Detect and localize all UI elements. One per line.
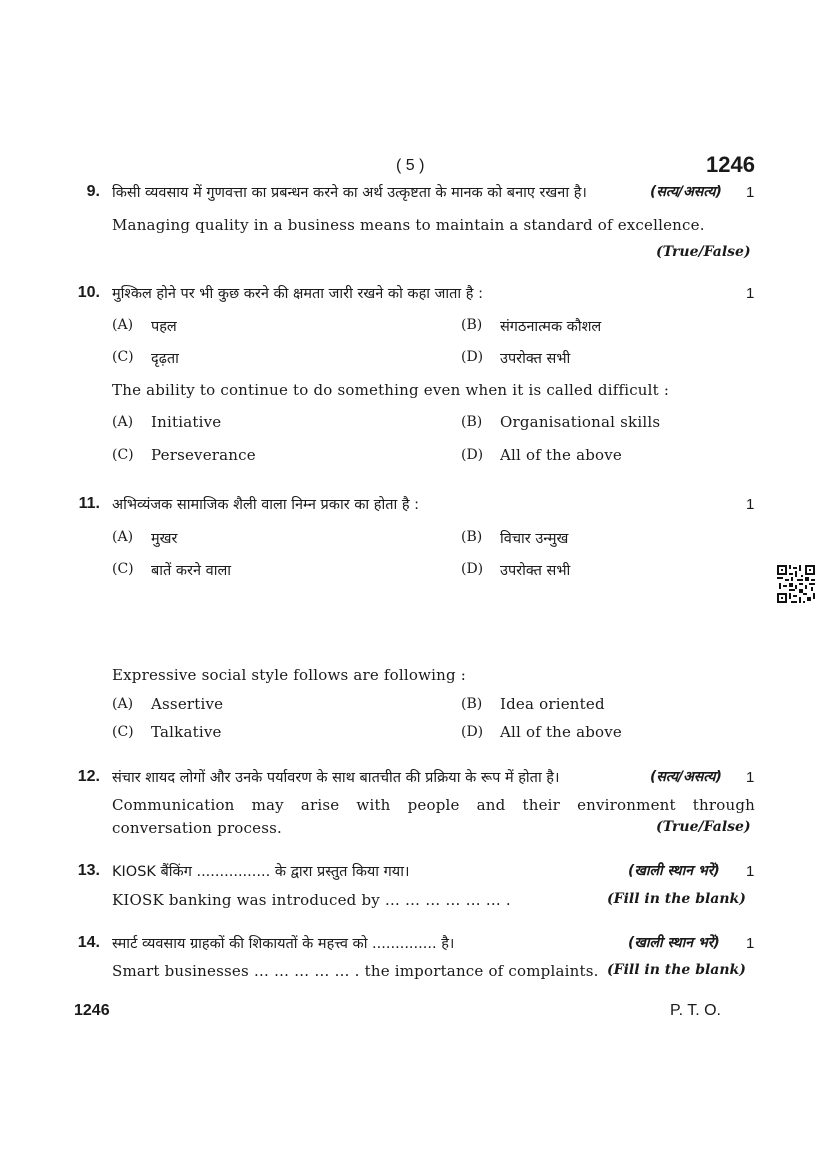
question-text-hindi: मुश्किल होने पर भी कुछ करने की क्षमता जारी रखने को कहा जाता है : [112,286,483,302]
answer-type-english: (Fill in the blank) [607,891,746,907]
marks: 1 [746,863,755,880]
question-text-english: The ability to continue to do something even when it is called difficult : [112,381,670,399]
option-text: Initiative [151,413,222,431]
option-text: Idea oriented [500,695,605,713]
question-number: 9. [86,183,100,200]
option-text: संगठनात्मक कौशल [500,319,602,335]
footer-code: 1246 [74,1002,110,1019]
answer-type-english: (True/False) [656,244,751,260]
page-number: ( 5 ) [396,157,425,174]
option-label: (A) [112,696,134,712]
option-text: उपरोक्त सभी [500,351,571,367]
option-text: Perseverance [151,446,256,464]
marks: 1 [746,769,755,786]
option-text: विचार उन्मुख [500,531,569,547]
question-text-english-cont: conversation process. [112,819,282,837]
option-label: (B) [461,696,483,712]
option-text: बातें करने वाला [151,563,232,579]
answer-type-hindi: (खाली स्थान भरें) [628,935,720,951]
question-text-hindi: अभिव्यंजक सामाजिक शैली वाला निम्न प्रकार का होता है : [112,497,420,513]
option-label: (C) [112,447,134,463]
question-number: 11. [78,495,100,512]
question-number: 12. [77,768,100,785]
question-text-english: Managing quality in a business means to maintain a standard of excellence. [112,216,705,234]
question-number: 10. [77,284,100,301]
question-text-english: KIOSK banking was introduced by … … … … … … . [112,891,511,909]
option-text: पहल [151,319,177,335]
marks: 1 [746,184,755,201]
question-number: 13. [77,862,100,879]
option-text: Organisational skills [500,413,661,431]
option-label: (D) [461,447,484,463]
question-text-hindi: किसी व्यवसाय में गुणवत्ता का प्रबन्धन करने का अर्थ उत्कृष्टता के मानक को बनाए रखना है। [112,185,587,201]
option-label: (B) [461,529,483,545]
option-text: Assertive [151,695,224,713]
question-text-english: Smart businesses … … … … … . the importance of complaints. [112,962,599,980]
option-label: (C) [112,724,134,740]
option-label: (C) [112,561,134,577]
option-label: (A) [112,529,134,545]
option-text: मुखर [151,531,178,547]
marks: 1 [746,496,755,513]
option-label: (B) [461,317,483,333]
question-number: 14. [77,934,100,951]
qr-code-icon [777,565,815,603]
option-text: Talkative [151,723,222,741]
question-text-english: Expressive social style follows are following : [112,666,467,684]
option-label: (A) [112,317,134,333]
option-text: उपरोक्त सभी [500,563,571,579]
option-text: दृढ़ता [151,351,179,367]
answer-type-hindi: (सत्य/असत्य) [650,184,722,200]
option-label: (D) [461,724,484,740]
option-label: (B) [461,414,483,430]
paper-code: 1246 [706,152,755,177]
option-label: (D) [461,349,484,365]
answer-type-english: (Fill in the blank) [607,962,746,978]
footer-pto: P. T. O. [670,1002,721,1019]
answer-type-hindi: (सत्य/असत्य) [650,769,722,785]
option-text: All of the above [500,723,623,741]
answer-type-hindi: (खाली स्थान भरें) [628,863,720,879]
option-label: (C) [112,349,134,365]
question-text-hindi: स्मार्ट व्यवसाय ग्राहकों की शिकायतों के महत्त्व को .............. है। [112,936,455,952]
question-text-english: Communication may arise with people and their environment through [112,796,755,814]
question-text-hindi: संचार शायद लोगों और उनके पर्यावरण के साथ बातचीत की प्रक्रिया के रूप में होता है। [112,770,560,786]
marks: 1 [746,935,755,952]
question-text-hindi: KIOSK बैंकिंग ................ के द्वारा प्रस्तुत किया गया। [112,864,410,880]
option-text: All of the above [500,446,623,464]
option-label: (D) [461,561,484,577]
answer-type-english: (True/False) [656,819,751,835]
marks: 1 [746,285,755,302]
option-label: (A) [112,414,134,430]
